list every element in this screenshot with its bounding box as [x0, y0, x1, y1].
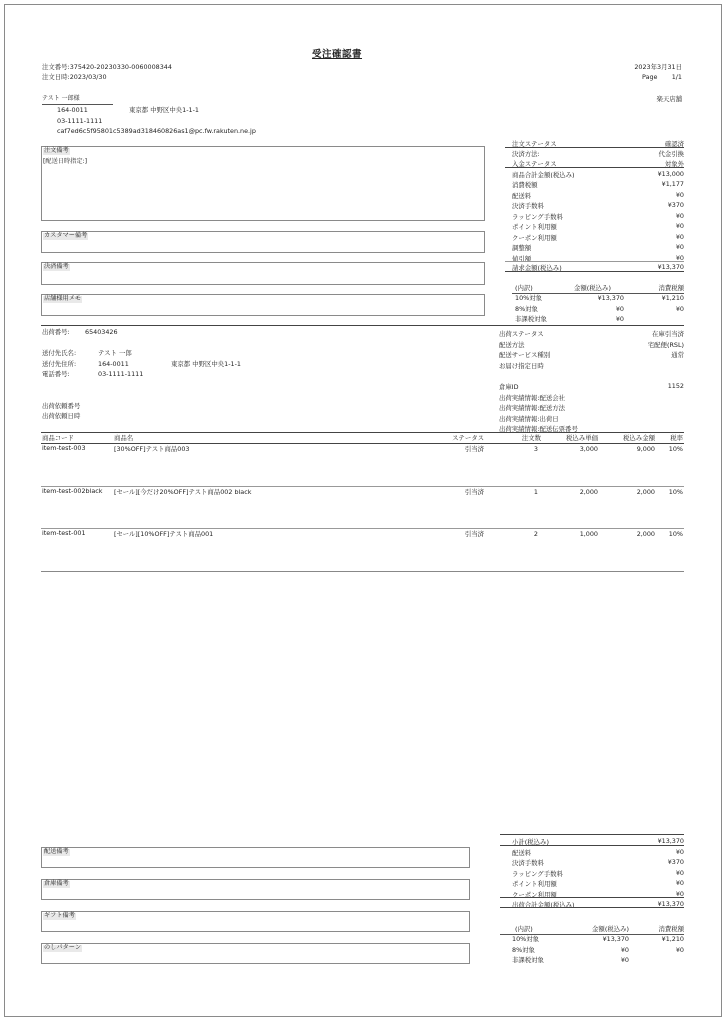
shipment-total-row	[512, 879, 684, 888]
table-row	[41, 445, 684, 454]
item-code: item-test-002black	[42, 487, 103, 495]
tax-breakdown-top	[512, 285, 684, 325]
billing-value: ¥0	[675, 232, 684, 241]
order-number-value: 375420-20230330-0060008344	[69, 63, 172, 71]
breakdown-amount: ¥0	[620, 945, 629, 954]
billing-label: クーポン利用額	[512, 233, 557, 242]
table-header-border	[41, 443, 684, 444]
breakdown-amount: ¥13,370	[597, 294, 624, 302]
breakdown-tax: ¥0	[675, 945, 684, 954]
billing-row	[512, 222, 684, 231]
recipient-postal: 164-0011	[98, 360, 129, 368]
billing-value: ¥13,000	[657, 169, 684, 178]
divider	[500, 834, 684, 835]
divider	[505, 271, 684, 272]
billing-value: ¥1,177	[661, 180, 684, 188]
table-bottom-border	[41, 571, 684, 572]
item-code: item-test-001	[42, 529, 86, 537]
tax-breakdown-bottom	[512, 926, 684, 966]
noshi-pattern-label: のしパターン	[44, 944, 82, 951]
item-tax-rate: 10%	[668, 445, 683, 453]
billing-row	[512, 180, 684, 189]
header-code: 商品コード	[42, 434, 74, 442]
shipment-info-panel	[499, 329, 684, 433]
breakdown-header-amount: 金額(税込み)	[592, 925, 629, 933]
shipment-result-row	[499, 403, 684, 412]
shipment-result-label: 出荷実績情報:出荷日	[499, 414, 559, 423]
shipment-result-label: 出荷実績情報:配送伝票番号	[499, 425, 578, 433]
divider	[505, 261, 684, 262]
shipment-total-label: 配送料	[512, 848, 532, 857]
billing-row	[512, 201, 684, 210]
warehouse-remarks-label: 倉庫備考	[44, 880, 69, 887]
billing-label: 決済手数料	[512, 202, 544, 210]
page-label: Page	[642, 73, 658, 81]
breakdown-label: 8%対象	[515, 304, 538, 313]
order-date-value: 2023/03/30	[69, 73, 107, 81]
breakdown-label: 10%対象	[515, 294, 542, 302]
gift-remarks-box	[41, 911, 470, 932]
breakdown-tax: ¥1,210	[661, 294, 684, 302]
shipment-total-row	[512, 869, 684, 878]
row-divider	[41, 486, 684, 487]
order-date	[42, 74, 107, 80]
item-qty: 2	[533, 530, 538, 538]
recipient-name-label: 送付先氏名:	[42, 349, 77, 357]
breakdown-amount: ¥0	[615, 315, 624, 323]
item-unit-price: 1,000	[579, 530, 598, 538]
customer-address: 東京都 中野区中央1-1-1	[129, 106, 199, 114]
shipment-info-value: 宅配便(RSL)	[647, 340, 684, 349]
shipment-number: 65403426	[85, 328, 118, 336]
customer-remarks-box	[41, 231, 485, 253]
item-status: 引当済	[464, 445, 484, 453]
table-row	[41, 530, 684, 539]
order-number-label: 注文番号:	[42, 63, 70, 71]
item-qty: 3	[533, 445, 538, 453]
item-status: 引当済	[464, 488, 484, 496]
noshi-pattern-box	[41, 943, 470, 964]
warehouse-label: 倉庫ID	[499, 383, 519, 391]
billing-row	[512, 191, 684, 200]
recipient-address-label: 送付先住所:	[42, 360, 77, 368]
subtotal-value: ¥13,370	[657, 837, 684, 845]
item-unit-price: 3,000	[579, 445, 598, 453]
shipment-total-value: ¥0	[675, 868, 684, 877]
shipment-result-label: 出荷実績情報:配送会社	[499, 393, 566, 402]
shipment-total-row	[512, 848, 684, 857]
item-amount: 2,000	[636, 488, 655, 496]
customer-remarks-label: カスタマー備考	[44, 232, 88, 239]
header-qty: 注文数	[521, 434, 541, 442]
header-tax-rate: 税率	[670, 434, 683, 442]
order-status-value: 確認済	[664, 140, 684, 148]
shipment-result-label: 出荷実績情報:配送方法	[499, 404, 566, 412]
document-title: 受注確認書	[312, 49, 363, 60]
payment-method-row	[512, 149, 684, 158]
shipment-info-label: 出荷ステータス	[499, 330, 544, 338]
table-row	[41, 488, 684, 497]
header-name: 商品名	[114, 434, 134, 442]
breakdown-header: (内訳)	[515, 925, 533, 933]
header-unit-price: 税込み単価	[566, 434, 598, 442]
warehouse-remarks-box	[41, 879, 470, 900]
item-tax-rate: 10%	[668, 488, 683, 496]
warehouse-row	[499, 382, 684, 391]
shipment-total-label: クーポン利用額	[512, 890, 557, 899]
item-name: [セール][今だけ20%OFF]テスト商品002 black	[114, 488, 252, 496]
subtotal-label: 小計(税込み)	[512, 838, 549, 846]
billing-label: 値引額	[512, 254, 532, 263]
order-status-label: 注文ステータス	[512, 140, 557, 148]
shipment-divider	[41, 325, 684, 326]
item-unit-price: 2,000	[579, 488, 598, 496]
billing-row	[512, 233, 684, 242]
breakdown-tax: ¥0	[675, 304, 684, 313]
item-code: item-test-003	[42, 444, 86, 452]
shipment-total-label: 決済手数料	[512, 859, 544, 867]
shipment-info-label: 配送方法	[499, 340, 525, 349]
customer-name: テスト 一郎様	[42, 95, 80, 102]
delivery-method-row	[499, 340, 684, 349]
shipment-number-label: 出荷番号:	[42, 328, 70, 336]
billing-row	[512, 212, 684, 221]
billing-value: ¥0	[675, 211, 684, 220]
order-date-label: 注文日時:	[42, 73, 70, 81]
shipment-result-row	[499, 414, 684, 423]
customer-name-underline	[42, 104, 113, 105]
order-remarks-content: [配送日時指定:]	[43, 158, 88, 165]
row-divider	[41, 528, 684, 529]
divider	[500, 907, 684, 908]
breakdown-label: 10%対象	[512, 935, 539, 943]
divider	[500, 845, 684, 846]
shipment-result-row	[499, 393, 684, 402]
shipment-info-value: 在庫引当済	[652, 330, 684, 338]
order-remarks-box	[41, 146, 485, 221]
billing-value: ¥0	[675, 243, 684, 251]
breakdown-amount: ¥13,370	[602, 935, 629, 943]
delivery-remarks-label: 配送備考	[44, 848, 69, 855]
item-name: [30%OFF]テスト商品003	[114, 445, 190, 453]
order-number	[42, 64, 172, 70]
warehouse-value: 1152	[667, 382, 684, 390]
shipment-status-row	[499, 329, 684, 338]
shop-memo-box	[41, 294, 485, 316]
payment-status-value: 対象外	[664, 160, 684, 168]
billing-total-label: 請求金額(税込み)	[512, 264, 562, 272]
shipment-total-value: ¥0	[675, 879, 684, 887]
order-remarks-label: 注文備考	[44, 147, 69, 154]
shipment-total-label: ポイント利用額	[512, 880, 557, 888]
billing-label: 消費税額	[512, 181, 538, 189]
billing-row	[512, 243, 684, 252]
breakdown-header-tax: 消費税額	[658, 284, 684, 292]
header-status: ステータス	[452, 434, 484, 442]
billing-label: 配送料	[512, 191, 532, 200]
breakdown-header: (内訳)	[515, 284, 533, 292]
header-amount: 税込み金額	[623, 434, 655, 442]
shop-memo-label: 店舗様用メモ	[44, 295, 82, 302]
payment-remarks-box	[41, 262, 485, 285]
customer-postal: 164-0011	[57, 106, 88, 114]
billing-label: ポイント利用額	[512, 223, 557, 231]
billing-value: ¥0	[675, 222, 684, 230]
breakdown-amount: ¥0	[620, 956, 629, 964]
page-value: 1/1	[671, 73, 682, 81]
delivery-service-row	[499, 350, 684, 359]
shipment-totals-panel	[512, 836, 684, 916]
billing-label: 調整額	[512, 244, 532, 252]
item-qty: 1	[533, 488, 538, 496]
print-date: 2023年3月31日	[634, 63, 682, 71]
item-name: [セール][10%OFF]テスト商品001	[114, 530, 214, 538]
shipment-grand-total-label: 出荷合計金額(税込み)	[512, 900, 575, 909]
shipment-request-date-label: 出荷依頼日時	[42, 412, 81, 420]
shipment-total-value: ¥0	[675, 889, 684, 898]
customer-email: caf7ed6c5f95801c5389ad318460826as1@pc.fw.rakuten.ne.jp	[57, 127, 256, 135]
shipment-grand-total-value: ¥13,370	[657, 899, 684, 908]
breakdown-label: 非課税対象	[512, 956, 544, 964]
payment-method-value: 代金引換	[658, 149, 684, 158]
shipment-total-label: ラッピング手数料	[512, 869, 563, 878]
shipment-total-row	[512, 858, 684, 867]
shipment-request-number-label: 出荷依頼番号	[42, 402, 81, 410]
payment-status-label: 入金ステータス	[512, 160, 557, 168]
billing-value: ¥0	[675, 190, 684, 199]
delivery-date-row	[499, 361, 684, 370]
gift-remarks-label: ギフト備考	[44, 912, 75, 919]
divider	[505, 147, 684, 148]
breakdown-header-tax: 消費税額	[658, 925, 684, 933]
billing-row	[512, 170, 684, 179]
divider	[500, 897, 684, 898]
recipient-phone-label: 電話番号:	[42, 370, 70, 378]
breakdown-label: 非課税対象	[515, 315, 547, 323]
item-status: 引当済	[464, 530, 484, 538]
billing-value: ¥370	[667, 201, 684, 209]
billing-label: ラッピング手数料	[512, 212, 563, 221]
shipment-total-value: ¥0	[675, 847, 684, 856]
shipment-info-label: お届け指定日時	[499, 361, 544, 370]
billing-panel	[512, 139, 684, 271]
payment-method-label: 決済方法:	[512, 149, 540, 158]
customer-phone: 03-1111-1111	[57, 117, 103, 125]
item-amount: 2,000	[636, 530, 655, 538]
recipient-name: テスト 一郎	[98, 349, 132, 357]
billing-label: 商品合計金額(税込み)	[512, 170, 575, 179]
recipient-phone: 03-1111-1111	[98, 370, 144, 378]
breakdown-header-amount: 金額(税込み)	[574, 284, 611, 292]
delivery-remarks-box	[41, 847, 470, 868]
shop-name: 楽天店舗	[656, 95, 682, 103]
table-top-border	[41, 432, 684, 433]
shipment-info-value: 通常	[671, 351, 684, 359]
breakdown-amount: ¥0	[615, 304, 624, 313]
billing-total-value: ¥13,370	[657, 263, 684, 271]
billing-value: ¥0	[675, 253, 684, 262]
item-amount: 9,000	[636, 445, 655, 453]
payment-remarks-label: 決済備考	[44, 263, 69, 270]
breakdown-label: 8%対象	[512, 945, 535, 954]
shipment-info-label: 配送サービス種別	[499, 351, 551, 359]
recipient-address: 東京都 中野区中央1-1-1	[171, 360, 241, 368]
item-tax-rate: 10%	[668, 530, 683, 538]
shipment-total-value: ¥370	[667, 858, 684, 866]
divider	[505, 167, 684, 168]
breakdown-tax: ¥1,210	[661, 935, 684, 943]
